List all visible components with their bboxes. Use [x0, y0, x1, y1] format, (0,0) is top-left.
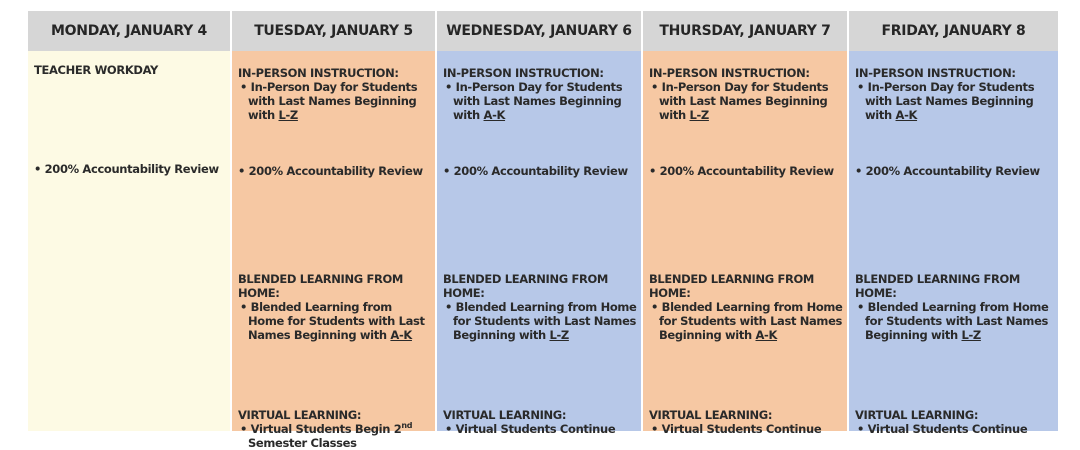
virtual-item: • Virtual Students Continue — [651, 422, 822, 436]
review-item: • 200% Accountability Review — [855, 164, 1040, 178]
blended-item: • Blended Learning from Home for Students with Last Names Beginning with A-K — [651, 300, 843, 342]
review-item: • 200% Accountability Review — [443, 164, 628, 178]
name-range-link: A-K — [483, 108, 506, 122]
review-item: • 200% Accountability Review — [649, 164, 834, 178]
virtual-item: • Virtual Students Continue — [445, 422, 616, 436]
in-person-item: • In-Person Day for Students with Last Names Beginning with L-Z — [240, 80, 418, 122]
header-wednesday: WEDNESDAY, JANUARY 6 — [437, 11, 643, 51]
review-item: • 200% Accountability Review — [34, 162, 219, 176]
virtual-item: • Virtual Students Begin 2nd Semester Classes — [240, 421, 413, 450]
in-person-item: • In-Person Day for Students with Last Names Beginning with A-K — [857, 80, 1035, 122]
day-column-monday — [28, 51, 232, 431]
teacher-workday-heading: TEACHER WORKDAY — [34, 63, 159, 77]
name-range-link: A-K — [390, 328, 412, 342]
name-range-link: L-Z — [278, 108, 298, 122]
review-item: • 200% Accountability Review — [238, 164, 423, 178]
in-person-item: • In-Person Day for Students with Last Names Beginning with L-Z — [651, 80, 829, 122]
name-range-link: A-K — [755, 328, 778, 342]
virtual-heading: VIRTUAL LEARNING: — [238, 408, 362, 422]
header-tuesday: TUESDAY, JANUARY 5 — [232, 11, 437, 51]
in-person-item: • In-Person Day for Students with Last Names Beginning with A-K — [445, 80, 623, 122]
day-column-tuesday — [232, 51, 437, 450]
name-range-link: L-Z — [549, 328, 569, 342]
name-range-link: L-Z — [961, 328, 981, 342]
blended-item: • Blended Learning from Home for Students with Last Names Beginning with L-Z — [857, 300, 1049, 342]
blended-heading: BLENDED LEARNING FROM HOME: — [238, 272, 404, 300]
virtual-item: • Virtual Students Continue — [857, 422, 1028, 436]
schedule-table — [28, 11, 1058, 450]
name-range-link: A-K — [895, 108, 918, 122]
in-person-heading: IN-PERSON INSTRUCTION: — [649, 66, 810, 80]
blended-item: • Blended Learning from Home for Students with Last Names Beginning with L-Z — [445, 300, 637, 342]
virtual-heading: VIRTUAL LEARNING: — [443, 408, 567, 422]
virtual-heading: VIRTUAL LEARNING: — [649, 408, 773, 422]
name-range-link: L-Z — [689, 108, 709, 122]
in-person-heading: IN-PERSON INSTRUCTION: — [855, 66, 1016, 80]
virtual-heading: VIRTUAL LEARNING: — [855, 408, 979, 422]
in-person-heading: IN-PERSON INSTRUCTION: — [238, 66, 399, 80]
blended-heading: BLENDED LEARNING FROM HOME: — [649, 272, 815, 300]
day-column-thursday — [643, 51, 849, 436]
header-monday: MONDAY, JANUARY 4 — [28, 11, 232, 51]
day-column-wednesday — [437, 51, 643, 436]
blended-item: • Blended Learning from Home for Students with Last Names Beginning with A-K — [240, 300, 425, 342]
blended-heading: BLENDED LEARNING FROM HOME: — [855, 272, 1021, 300]
header-thursday: THURSDAY, JANUARY 7 — [643, 11, 849, 51]
in-person-heading: IN-PERSON INSTRUCTION: — [443, 66, 604, 80]
blended-heading: BLENDED LEARNING FROM HOME: — [443, 272, 609, 300]
day-column-friday — [849, 51, 1058, 436]
header-friday: FRIDAY, JANUARY 8 — [849, 11, 1058, 51]
